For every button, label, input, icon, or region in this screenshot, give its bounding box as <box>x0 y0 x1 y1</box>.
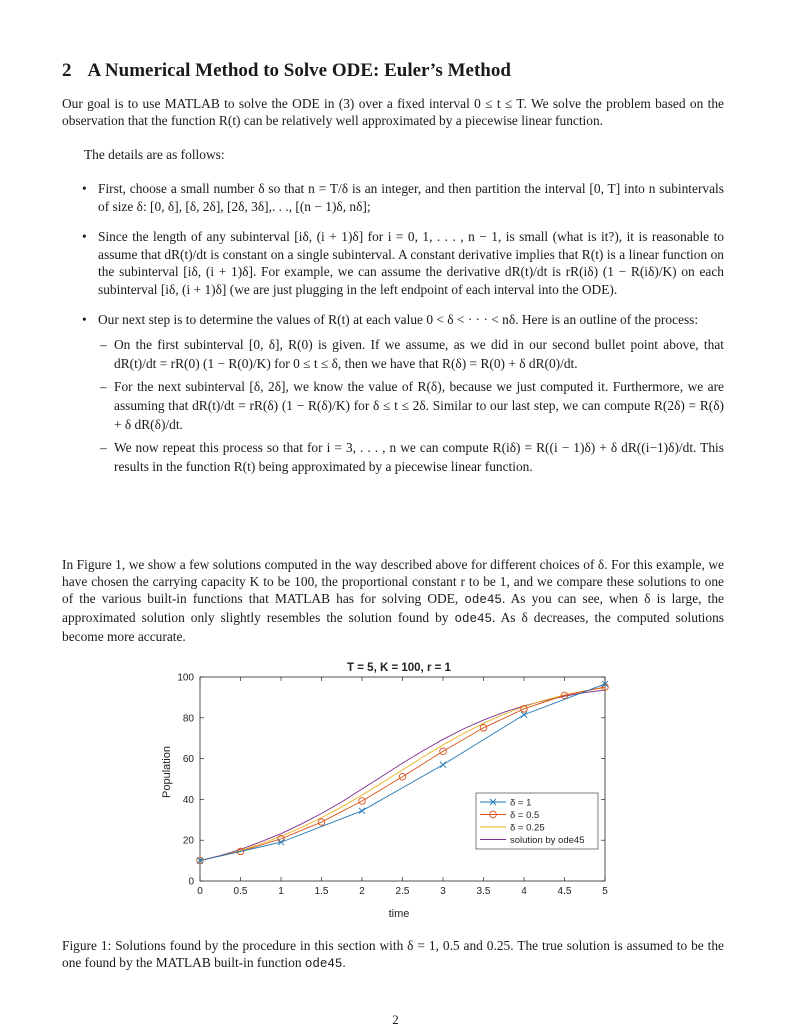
x-tick-label: 0.5 <box>233 886 248 897</box>
figure-text: . As you can see, when δ is large, the approximated solution only slightly resembles the solution found by <box>62 591 724 625</box>
process-sub-bullets <box>98 335 724 476</box>
caption-text: Figure 1: Solutions found by the procedure in this section with δ = 1, 0.5 and 0.25. The true solution is assumed to be the one found by the MATLAB built-in function <box>62 938 724 970</box>
y-tick-label: 0 <box>188 876 194 888</box>
y-tick-label: 40 <box>182 794 194 806</box>
x-tick-label: 4.5 <box>557 886 572 897</box>
method-bullets <box>62 180 724 489</box>
figure-text: In Figure 1, we show a few solutions computed in the way described above for different choices of δ. For this example, we have chosen the carrying capacity K to be 100, the proportional constant r to be 1, and we compare these solutions to one of the various built-in functions that MATLAB has for solving ODE, <box>62 557 724 606</box>
legend-label: δ = 1 <box>510 797 532 809</box>
bullet-item <box>62 311 724 476</box>
sub-bullet-item: – On the first subinterval [0, δ], R(0) is given. If we assume, as we did in our second bullet point above, that dR(t)/dt = rR(0) (1 − R(0)/K) for 0 ≤ t ≤ δ, then we have that R(δ) = R(0) + δ dR(0)/dt. <box>98 335 724 373</box>
y-axis-label: Population <box>161 746 173 798</box>
bullet-item: • First, choose a small number δ so that n = T/δ is an integer, and then partition the interval [0, T] into n subintervals of size δ: [0, δ], [δ, 2δ], [2δ, 3δ],. . ., [(n − 1)δ, nδ]; <box>62 180 724 215</box>
chart-title: T = 5, K = 100, r = 1 <box>347 662 451 674</box>
section-number: 2 <box>62 60 72 81</box>
code-ode45: ode45 <box>464 593 502 607</box>
code-ode45: ode45 <box>454 612 492 626</box>
chart-legend <box>476 793 598 849</box>
section-title: A Numerical Method to Solve ODE: Euler’s Method <box>87 60 511 81</box>
x-tick-label: 3.5 <box>476 886 491 897</box>
figure-caption <box>62 937 724 973</box>
y-tick-label: 60 <box>182 754 194 766</box>
x-tick-label: 5 <box>602 886 608 897</box>
x-tick-label: 2 <box>359 886 365 897</box>
y-tick-label: 80 <box>182 713 194 725</box>
x-tick-label: 0 <box>197 886 203 897</box>
sub-bullet-item: – For the next subinterval [δ, 2δ], we know the value of R(δ), because we just computed it. Furthermore, we are assuming that dR(t)/dt = rR(δ) (1 − R(δ)/K) for δ ≤ t ≤ 2δ. Similar to our last step, we can compute R(2δ) = R(δ) + δ dR(δ)/dt. <box>98 377 724 434</box>
x-tick-label: 2.5 <box>395 886 410 897</box>
details-lead: The details are as follows: <box>84 147 225 162</box>
intro-paragraph: Our goal is to use MATLAB to solve the ODE in (3) over a fixed interval 0 ≤ t ≤ T. We solve the problem based on the observation that the function R(t) can be relatively well approximated by a piecewise linear function. <box>62 96 724 128</box>
section-heading <box>62 60 511 82</box>
x-axis-label: time <box>388 908 410 920</box>
bullet-text: Our next step is to determine the values of R(t) at each value 0 < δ < · · · < nδ. Here is an outline of the process: <box>98 312 699 327</box>
sub-bullet-item: – We now repeat this process so that for i = 3, . . . , n we can compute R(iδ) = R((i − 1)δ) + δ dR((i−1)δ)/dt. This results in the function R(t) being approximated by a piecewise linear function. <box>98 438 724 476</box>
legend-label: δ = 0.25 <box>510 822 545 834</box>
y-tick-label: 20 <box>182 835 194 847</box>
legend-label: δ = 0.5 <box>510 809 540 821</box>
figure-1 <box>150 655 630 925</box>
caption-text: . <box>342 955 346 970</box>
page-number: 2 <box>392 1012 399 1027</box>
plot-area <box>200 677 605 881</box>
x-tick-label: 1 <box>278 886 284 897</box>
x-tick-label: 3 <box>440 886 446 897</box>
bullet-item: • Since the length of any subinterval [iδ, (i + 1)δ] for i = 0, 1, . . . , n − 1, is small (what is it?), it is reasonable to assume that dR(t)/dt is constant on a single subinterval. A constant derivative implies that R(t) is a linear function on the subinterval [iδ, (i + 1)δ]. For example, we can assume the derivative dR(t)/dt is rR(iδ) (1 − R(iδ)/K) on each subinterval [iδ, (i + 1)δ] (we are just plugging in the left endpoint of each interval into the ODE). <box>62 228 724 298</box>
y-tick-label: 100 <box>177 672 194 684</box>
euler-chart <box>150 655 630 925</box>
code-ode45: ode45 <box>304 957 343 971</box>
legend-label: solution by ode45 <box>510 834 585 846</box>
x-tick-label: 1.5 <box>314 886 329 897</box>
figure-text: . As δ decreases, the computed solutions become more accurate. <box>62 610 724 644</box>
x-tick-label: 4 <box>521 886 527 897</box>
figure-paragraph <box>62 556 724 645</box>
